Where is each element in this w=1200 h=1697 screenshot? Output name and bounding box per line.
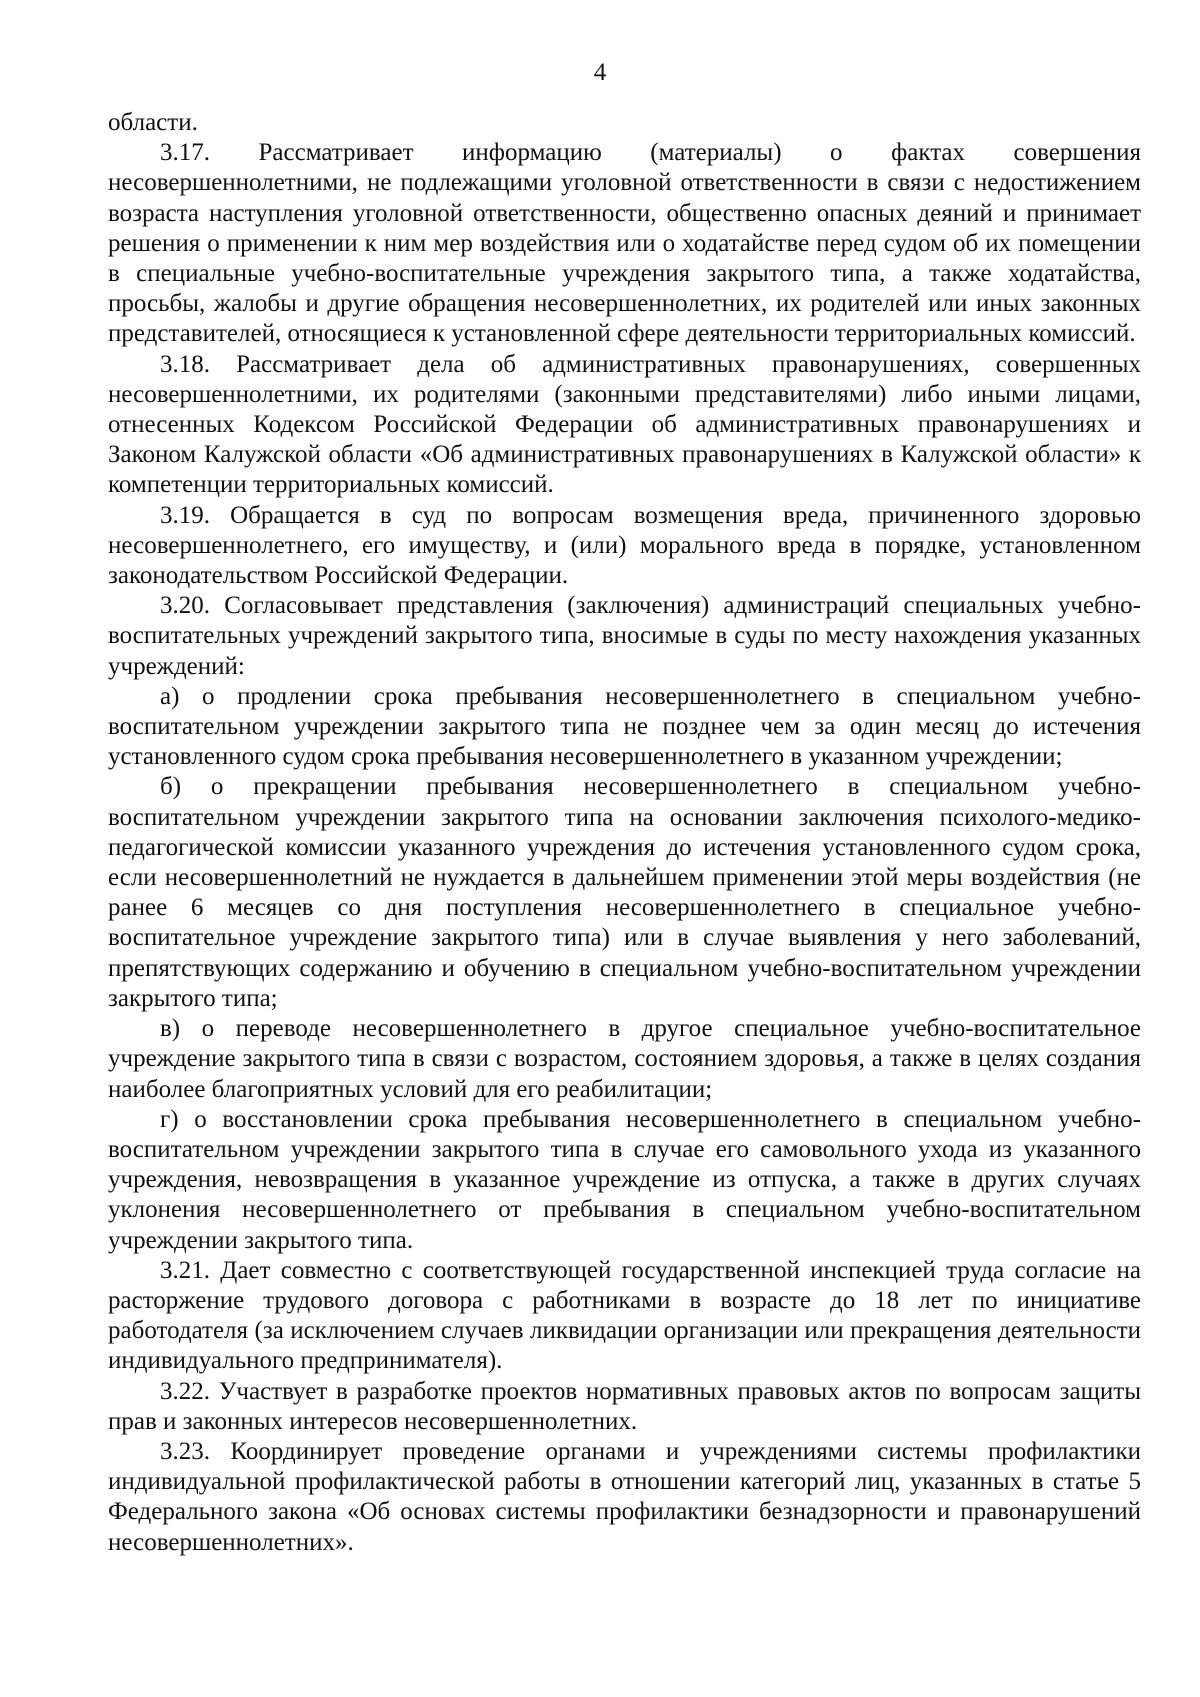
paragraph-3-20: 3.20. Согласовывает представления (заключения) администраций специальных учебно-воспитательных учреждений закрытого типа, вносимые в суды по месту нахождения указанных учреждений: — [108, 592, 1141, 680]
continuation-text: области. — [108, 109, 198, 136]
paragraph-3-22: 3.22. Участвует в разработке проектов нормативных правовых актов по вопросам защиты прав и законных интересов несовершеннолетних. — [108, 1377, 1141, 1435]
subitem-v: в) о переводе несовершеннолетнего в другое специальное учебно-воспитательное учреждение закрытого типа в связи с возрастом, состоянием здоровья, а также в целях создания наиболее благоприятных условий для его реабилитации; — [108, 1015, 1141, 1103]
paragraph-3-18: 3.18. Рассматривает дела об административных правонарушениях, совершенных несовершеннолетними, их родителями (законными представителями) либо иными лицами, отнесенных Кодексом Российской Федерации об административных правонарушениях и Законом Калужской области «Об административных правонарушениях в Калужской области» к компетенции территориальных комиссий. — [108, 350, 1141, 499]
paragraph-3-23: 3.23. Координирует проведение органами и учреждениями системы профилактики индивидуальной профилактической работы в отношении категорий лиц, указанных в статье 5 Федерального закона «Об основах системы профилактики безнадзорности и правонарушений несовершеннолетних». — [108, 1437, 1141, 1556]
paragraph-3-17: 3.17. Рассматривает информацию (материалы) о фактах совершения несовершеннолетними, не подлежащими уголовной ответственности в связи с недостижением возраста наступления уголовной ответственности, общественно опасных деяний и принимает решения о применении к ним мер воздействия или о ходатайстве перед судом об их помещении в специальные учебно-воспитательные учреждения закрытого типа, а также ходатайства, просьбы, жалобы и другие обращения несовершеннолетних, их родителей или иных законных представителей, относящиеся к установленной сфере деятельности территориальных комиссий. — [108, 139, 1141, 348]
subitem-a: а) о продлении срока пребывания несовершеннолетнего в специальном учебно-воспитательном учреждении закрытого типа не позднее чем за один месяц до истечения установленного судом срока пребывания несовершеннолетнего в указанном учреждении; — [108, 682, 1141, 771]
document-body — [108, 108, 1141, 1558]
subitem-g: г) о восстановлении срока пребывания несовершеннолетнего в специальном учебно-воспитательном учреждении закрытого типа в случае его самовольного ухода из указанного учреждения, невозвращения в указанное учреждение из отпуска, а также в других случаях уклонения несовершеннолетнего от пребывания в специальном учебно-воспитательном учреждении закрытого типа. — [108, 1105, 1141, 1254]
paragraph-3-21: 3.21. Дает совместно с соответствующей государственной инспекцией труда согласие на расторжение трудового договора с работниками в возрасте до 18 лет по инициативе работодателя (за исключением случаев ликвидации организации или прекращения деятельности индивидуального предпринимателя). — [108, 1256, 1141, 1375]
paragraph-3-19: 3.19. Обращается в суд по вопросам возмещения вреда, причиненного здоровью несовершеннолетнего, его имуществу, и (или) морального вреда в порядке, установленном законодательством Российской Федерации. — [108, 501, 1141, 590]
subitem-b: б) о прекращении пребывания несовершеннолетнего в специальном учебно-воспитательном учреждении закрытого типа на основании заключения психолого-медико-педагогической комиссии указанного учреждения до истечения установленного судом срока, если несовершеннолетний не нуждается в дальнейшем применении этой меры воздействия (не ранее 6 месяцев со дня поступления несовершеннолетнего в специальное учебно-воспитательное учреждение закрытого типа) или в случае выявления у него заболеваний, препятствующих содержанию и обучению в специальном учебно-воспитательном учреждении закрытого типа; — [108, 773, 1141, 1012]
page-number: 4 — [593, 59, 607, 86]
